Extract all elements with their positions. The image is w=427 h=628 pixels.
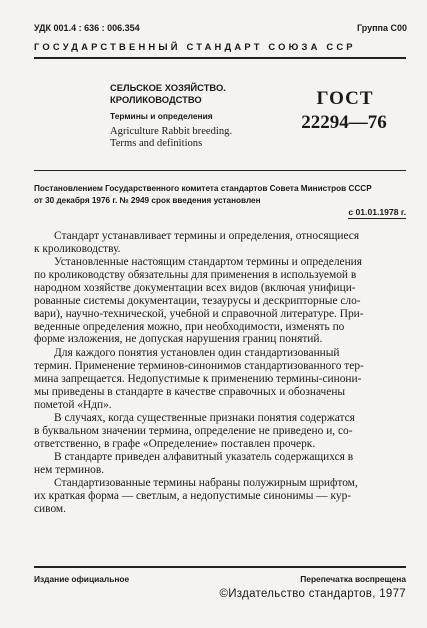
gost-label: ГОСТ (316, 88, 374, 109)
title-en: Agriculture Rabbit breeding. Terms and definitions (110, 126, 233, 149)
official-edition-label: Издание официальное (34, 574, 130, 584)
decree-text: Постановлением Государственного комитета стандартов Совета Министров СССР от 30 декабря 1976 г. № 2949 срок введения установлен (34, 184, 372, 205)
title-ru: СЕЛЬСКОЕ ХОЗЯЙСТВО. КРОЛИКОВОДСТВО (110, 82, 226, 105)
body-paragraph: Для каждого понятия установлен один стандартизованный термин. Применение терминов-синонимов стандартизованного тер- мина запрещается. Недопустимые к применению термины-синони- мы приведены в стандарте в качестве справочных и обозначены пометой «Ндп». (34, 347, 364, 411)
body-paragraph: Стандарт устанавливает термины и определения, относящиеся к кролиководству. (34, 230, 360, 255)
publisher-copyright: ©Издательство стандартов, 1977 (219, 588, 406, 600)
body-paragraph: В случаях, когда существенные признаки понятия содержатся в буквальном значении термина, определение не приведено и, со- ответственно, в графе «Определение» поставлен прочерк. (34, 412, 355, 450)
group-code: Группа С00 (356, 23, 407, 33)
reprint-prohibited-label: Перепечатка воспрещена (300, 574, 406, 584)
body-paragraph: В стандарте приведен алфавитный указатель содержащихся в нем терминов. (34, 451, 354, 476)
title-block-rule (34, 170, 406, 171)
body-paragraph: Установленные настоящим стандартом термины и определения по кролиководству обязательны для применения в используемой в народном хозяйстве документации всех видов (включая унифици- рованные системы документации, тезаурусы и дескрипторные сло- вари), научно-технической, учебной и справочной литературе. При- веденные определения можно, при необходимости, изменять по форме изложения, не допуская нарушения границ понятий. (34, 256, 364, 346)
subtitle-ru: Термины и определения (110, 111, 213, 121)
gost-number: 22294—76 (301, 112, 387, 133)
body-paragraph: Стандартизованные термины набраны полужирным шрифтом, их краткая форма — светлым, а недопустимые синонимы — кур- сивом. (34, 477, 358, 515)
udk-code: УДК 001.4 : 636 : 006.354 (34, 23, 140, 33)
standard-banner: ГОСУДАРСТВЕННЫЙ СТАНДАРТ СОЮЗА ССР (34, 41, 356, 52)
header-rule (34, 57, 406, 59)
effective-date: с 01.01.1978 г. (348, 207, 406, 217)
footer-rule (34, 566, 406, 568)
